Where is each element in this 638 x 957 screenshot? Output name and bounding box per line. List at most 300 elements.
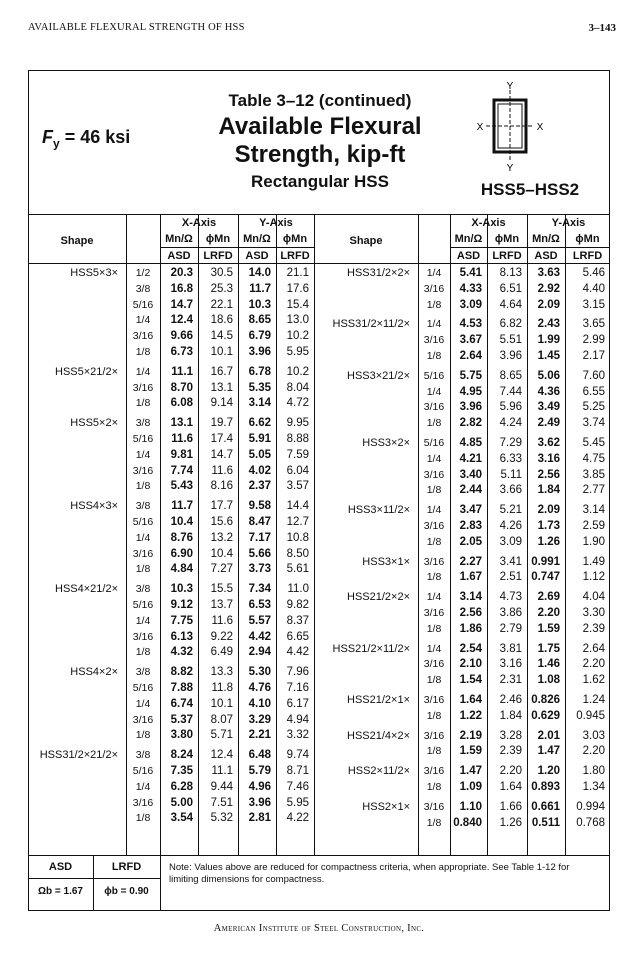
- cell-left-xl: 5.71: [210, 729, 233, 742]
- cell-left-xl: 6.49: [210, 646, 233, 659]
- cell-right-yl: 3.30: [582, 607, 605, 619]
- cell-right-yl: 3.85: [582, 468, 605, 481]
- cell-right-xl: 5.96: [499, 401, 522, 414]
- cell-right-xa: 2.19: [459, 729, 482, 742]
- cell-left-yl: 6.65: [286, 630, 309, 643]
- cell-right-ya: 3.16: [537, 452, 560, 465]
- method-header-left-xa: ASD: [167, 250, 191, 262]
- cell-right-ya: 1.45: [537, 350, 560, 362]
- cell-right-ya: 2.92: [537, 282, 560, 295]
- cell-right-xa: 4.85: [459, 437, 482, 449]
- shape-name-right: HSS2×11/2×: [347, 765, 410, 778]
- cell-left-yl: 9.95: [286, 417, 309, 430]
- cell-right-yl: 1.90: [582, 535, 605, 548]
- cell-right-ya: 3.62: [537, 437, 560, 449]
- cell-right-ya: 1.84: [537, 484, 560, 497]
- cell-right-ya: 1.59: [537, 622, 560, 635]
- cell-left-xl: 22.1: [210, 298, 233, 311]
- cell-right-xl: 3.28: [499, 729, 522, 742]
- cell-left-ya: 2.21: [248, 729, 271, 742]
- hss-axes-icon: [474, 80, 546, 172]
- cell-left-ya: 3.96: [248, 346, 271, 358]
- cell-right-xa: 1.09: [459, 781, 482, 793]
- table-subtitle: Rectangular HSS: [251, 172, 389, 191]
- cell-right-ya: 1.08: [537, 674, 560, 687]
- cell-right-ya: 2.09: [537, 504, 560, 517]
- cell-left-xl: 13.3: [210, 666, 233, 679]
- cell-left-xa: 14.7: [170, 298, 193, 311]
- cell-right-ya: 2.43: [537, 318, 560, 331]
- cell-left-xl: 10.1: [210, 697, 233, 710]
- shape-header-left: Shape: [60, 235, 94, 247]
- moment-header-left-ya: Mn/Ω: [243, 233, 271, 245]
- wall-thickness-left: 1/8: [135, 480, 151, 493]
- cell-right-xl: 8.65: [499, 369, 522, 382]
- wall-thickness-left: 3/16: [132, 330, 154, 343]
- cell-left-yl: 4.22: [286, 812, 309, 825]
- cell-left-ya: 7.17: [248, 531, 271, 544]
- cell-right-yl: 2.20: [582, 745, 605, 758]
- cell-right-xl: 1.84: [499, 709, 522, 722]
- cell-left-ya: 5.05: [248, 448, 271, 461]
- header-mid-rule: [160, 247, 314, 248]
- cell-left-yl: 7.59: [286, 448, 309, 461]
- cell-right-yl: 2.20: [582, 658, 605, 671]
- footer-lrfd-label: LRFD: [111, 861, 142, 873]
- shape-name-right: HSS3×1×: [362, 555, 410, 568]
- cell-left-yl: 9.82: [286, 599, 309, 611]
- cell-left-yl: 4.72: [286, 397, 309, 410]
- cell-left-xl: 17.7: [210, 500, 233, 513]
- wall-thickness-left: 3/16: [132, 713, 154, 726]
- cell-left-xl: 9.22: [210, 630, 233, 643]
- wall-thickness-left: 1/8: [135, 729, 151, 742]
- cell-left-xl: 10.1: [210, 346, 233, 358]
- cell-right-yl: 0.768: [576, 816, 605, 829]
- cell-right-xl: 1.66: [499, 800, 522, 813]
- cell-left-yl: 8.71: [286, 765, 309, 777]
- cell-right-yl: 3.65: [582, 318, 605, 331]
- cell-left-xl: 14.5: [210, 330, 233, 343]
- yield-stress-label: [42, 127, 130, 151]
- cell-left-xa: 6.74: [170, 697, 193, 710]
- cell-left-xl: 12.4: [210, 749, 233, 762]
- fy-value: = 46 ksi: [59, 127, 131, 147]
- cell-right-yl: 1.62: [582, 674, 605, 687]
- cell-left-yl: 10.8: [286, 531, 309, 544]
- cell-left-xl: 11.6: [211, 464, 233, 477]
- cell-right-xl: 1.26: [499, 816, 522, 829]
- cell-left-ya: 2.81: [248, 812, 271, 825]
- shape-name-right: HSS21/2×1×: [347, 694, 410, 706]
- wall-thickness-right: 3/16: [423, 607, 445, 619]
- wall-thickness-left: 1/4: [135, 780, 151, 793]
- cell-left-xa: 10.4: [170, 516, 193, 528]
- axis-x-left: X: [476, 122, 484, 133]
- wall-thickness-right: 1/4: [426, 504, 442, 517]
- cell-left-xa: 4.84: [170, 563, 193, 576]
- cell-left-xl: 15.5: [210, 583, 233, 596]
- cell-right-xa: 2.82: [459, 417, 482, 430]
- wall-thickness-right: 3/16: [423, 401, 445, 414]
- cell-left-yl: 7.96: [286, 666, 309, 679]
- wall-thickness-right: 3/16: [423, 520, 445, 532]
- shape-name-left: HSS4×21/2×: [55, 583, 118, 596]
- cell-right-xl: 3.96: [499, 350, 522, 362]
- cell-left-xa: 11.6: [171, 433, 193, 445]
- cell-left-ya: 7.34: [248, 583, 271, 596]
- cell-right-xl: 2.51: [499, 571, 522, 584]
- cell-left-xl: 7.51: [210, 796, 233, 809]
- cell-left-ya: 11.7: [249, 282, 271, 295]
- wall-thickness-left: 3/16: [132, 464, 154, 477]
- cell-right-xa: 2.64: [459, 350, 482, 362]
- moment-header-right-yl: ϕMn: [575, 233, 600, 245]
- wall-thickness-left: 1/8: [135, 397, 151, 410]
- wall-thickness-left: 3/16: [132, 796, 154, 809]
- wall-thickness-right: 3/16: [423, 334, 445, 347]
- cell-right-xl: 2.20: [499, 765, 522, 778]
- cell-right-yl: 3.74: [582, 417, 605, 430]
- shape-name-right: HSS21/2×2×: [347, 591, 410, 604]
- cell-left-ya: 2.37: [248, 480, 271, 493]
- cell-right-ya: 0.991: [531, 555, 560, 568]
- cell-left-xl: 17.4: [210, 433, 233, 445]
- cell-left-ya: 2.94: [248, 646, 271, 659]
- cell-left-yl: 9.74: [286, 749, 309, 762]
- cell-right-xa: 1.22: [459, 709, 482, 722]
- moment-header-left-xa: Mn/Ω: [165, 233, 193, 245]
- cell-right-yl: 2.59: [582, 520, 605, 532]
- cell-left-yl: 8.37: [286, 614, 309, 627]
- wall-thickness-right: 1/4: [426, 642, 442, 655]
- cell-left-yl: 4.94: [286, 713, 309, 726]
- cell-left-ya: 4.02: [248, 464, 271, 477]
- cell-left-yl: 8.88: [286, 433, 309, 445]
- cell-right-yl: 2.99: [582, 334, 605, 347]
- cell-left-yl: 8.50: [286, 547, 309, 560]
- cell-right-xa: 4.21: [459, 452, 482, 465]
- table-number: Table 3–12 (continued): [228, 91, 412, 110]
- cell-left-xa: 6.73: [170, 346, 193, 358]
- cell-right-xa: 2.05: [459, 535, 482, 548]
- wall-thickness-left: 1/2: [135, 267, 151, 279]
- cell-left-xl: 30.5: [210, 267, 233, 279]
- cell-right-ya: 0.661: [531, 800, 560, 813]
- cell-right-xa: 1.54: [459, 674, 482, 687]
- cell-right-xl: 2.39: [499, 745, 522, 758]
- method-header-left-yl: LRFD: [280, 250, 310, 262]
- cell-left-xa: 11.7: [171, 500, 193, 513]
- column-divider: [314, 214, 315, 855]
- cell-right-xl: 6.33: [499, 452, 522, 465]
- table-footer: [28, 855, 610, 911]
- cell-left-xl: 8.07: [210, 713, 233, 726]
- cell-right-xa: 5.41: [459, 267, 482, 279]
- axis-y-top: Y: [506, 81, 514, 92]
- cell-right-ya: 5.06: [537, 369, 560, 382]
- cell-left-ya: 4.96: [248, 780, 271, 793]
- cell-left-yl: 17.6: [286, 282, 309, 295]
- cell-left-xa: 5.00: [170, 796, 193, 809]
- wall-thickness-left: 1/8: [135, 812, 151, 825]
- cell-left-xa: 16.8: [170, 282, 193, 295]
- cell-left-ya: 4.42: [248, 630, 271, 643]
- wall-thickness-right: 1/8: [426, 535, 442, 548]
- cell-left-xa: 8.24: [170, 749, 193, 762]
- wall-thickness-left: 3/8: [135, 749, 151, 762]
- cell-right-xl: 5.51: [499, 334, 522, 347]
- cell-right-yl: 3.15: [582, 298, 605, 311]
- cell-right-ya: 0.511: [531, 816, 560, 829]
- cell-left-xl: 11.6: [211, 614, 233, 627]
- cell-left-xa: 12.4: [170, 314, 193, 327]
- cell-right-ya: 3.49: [537, 401, 560, 414]
- cell-right-xa: 4.95: [459, 385, 482, 398]
- cell-right-xa: 2.56: [459, 607, 482, 619]
- cell-left-yl: 4.42: [286, 646, 309, 659]
- compactness-note: Note: Values above are reduced for compactness criteria, when appropriate. See Table 1-12 for limiting dimensions for compactness.: [169, 862, 570, 885]
- cell-right-yl: 5.46: [582, 267, 605, 279]
- y-axis-header-right: Y-Axis: [551, 217, 586, 229]
- moment-header-right-ya: Mn/Ω: [532, 233, 560, 245]
- cell-left-ya: 8.65: [248, 314, 271, 327]
- wall-thickness-left: 3/8: [135, 666, 151, 679]
- cell-right-xl: 7.44: [499, 385, 522, 398]
- shape-name-right: HSS21/2×11/2×: [332, 642, 410, 655]
- cell-left-yl: 8.04: [286, 381, 309, 394]
- wall-thickness-left: 3/16: [132, 547, 154, 560]
- shape-name-left: HSS5×2×: [70, 417, 118, 430]
- wall-thickness-right: 3/16: [423, 729, 445, 742]
- cell-right-ya: 1.46: [537, 658, 560, 671]
- wall-thickness-left: 3/8: [135, 417, 151, 430]
- x-axis-header-left: X-Axis: [181, 217, 217, 229]
- cell-right-xl: 5.11: [500, 468, 522, 481]
- cell-left-xa: 7.88: [170, 682, 193, 694]
- shape-name-left: HSS31/2×21/2×: [39, 749, 118, 762]
- x-axis-header-right: X-Axis: [471, 217, 506, 229]
- shape-header-right: Shape: [349, 235, 383, 247]
- cell-right-xl: 3.66: [499, 484, 522, 497]
- cell-right-xa: 3.40: [459, 468, 482, 481]
- wall-thickness-right: 1/8: [426, 709, 442, 722]
- cell-right-ya: 2.69: [537, 591, 560, 604]
- title-line-2: Strength, kip-ft: [234, 141, 406, 168]
- cell-left-xl: 9.14: [210, 397, 233, 410]
- wall-thickness-left: 1/4: [135, 365, 151, 378]
- shape-name-left: HSS4×3×: [70, 500, 118, 513]
- wall-thickness-left: 1/8: [135, 646, 151, 659]
- wall-thickness-left: 1/4: [135, 531, 151, 544]
- cell-right-xa: 3.47: [459, 504, 482, 517]
- cell-right-ya: 2.49: [537, 417, 560, 430]
- cell-left-ya: 5.66: [248, 547, 271, 560]
- cell-right-xl: 3.86: [499, 607, 522, 619]
- wall-thickness-right: 3/16: [423, 694, 445, 706]
- phi-b-value: ϕb = 0.90: [104, 886, 149, 897]
- cell-left-ya: 6.79: [248, 330, 271, 343]
- wall-thickness-right: 3/16: [423, 765, 445, 778]
- cell-right-yl: 1.12: [582, 571, 605, 584]
- cell-right-yl: 1.34: [582, 781, 605, 793]
- cell-right-yl: 4.04: [582, 591, 605, 604]
- cell-right-ya: 0.747: [531, 571, 560, 584]
- shape-name-right: HSS3×2×: [362, 437, 410, 449]
- wall-thickness-right: 1/8: [426, 781, 442, 793]
- y-axis-header-left: Y-Axis: [259, 217, 293, 229]
- cell-right-xl: 4.24: [499, 417, 522, 430]
- cell-right-ya: 1.20: [537, 765, 560, 778]
- wall-thickness-right: 1/8: [426, 571, 442, 584]
- cell-right-ya: 1.75: [537, 642, 560, 655]
- cell-left-yl: 6.17: [286, 697, 309, 710]
- cell-right-xl: 3.81: [499, 642, 522, 655]
- cell-left-yl: 3.57: [286, 480, 309, 493]
- wall-thickness-right: 1/8: [426, 484, 442, 497]
- cell-left-xl: 16.7: [210, 365, 233, 378]
- shape-name-left: HSS5×3×: [70, 267, 118, 279]
- cell-left-xa: 8.76: [170, 531, 193, 544]
- cell-left-xl: 25.3: [210, 282, 233, 295]
- cell-right-xl: 4.26: [499, 520, 522, 532]
- method-header-right-xl: LRFD: [492, 250, 522, 262]
- cell-right-yl: 1.49: [582, 555, 605, 568]
- cell-left-ya: 5.91: [248, 433, 271, 445]
- wall-thickness-right: 1/4: [426, 318, 442, 331]
- wall-thickness-right: 1/8: [426, 745, 442, 758]
- cell-left-yl: 13.0: [286, 314, 309, 327]
- cell-left-yl: 3.32: [286, 729, 309, 742]
- cell-left-xl: 9.44: [210, 780, 233, 793]
- cell-left-ya: 3.96: [248, 796, 271, 809]
- cell-left-xa: 8.82: [170, 666, 193, 679]
- wall-thickness-left: 5/16: [132, 682, 154, 694]
- wall-thickness-left: 1/8: [135, 346, 151, 358]
- cell-left-ya: 3.14: [248, 397, 271, 410]
- cell-right-xl: 4.73: [499, 591, 522, 604]
- cell-left-xa: 8.70: [170, 381, 193, 394]
- wall-thickness-left: 5/16: [132, 298, 154, 311]
- shape-name-right: HSS3×21/2×: [347, 369, 410, 382]
- axis-y-bottom: Y: [506, 163, 514, 172]
- cell-left-xa: 3.54: [170, 812, 193, 825]
- cell-right-yl: 4.75: [582, 452, 605, 465]
- cell-left-ya: 6.78: [248, 365, 271, 378]
- cell-left-xl: 8.16: [210, 480, 233, 493]
- cell-right-xa: 2.27: [459, 555, 482, 568]
- shape-name-right: HSS3×11/2×: [347, 504, 410, 517]
- cell-right-xa: 1.47: [459, 765, 482, 778]
- cell-right-xa: 3.09: [459, 298, 482, 311]
- fy-symbol: F: [42, 127, 53, 147]
- cell-left-xa: 9.66: [170, 330, 193, 343]
- cell-right-xl: 5.21: [499, 504, 522, 517]
- cell-right-xa: 4.33: [459, 282, 482, 295]
- wall-thickness-right: 3/16: [423, 658, 445, 671]
- hss-section-diagram: [474, 80, 546, 172]
- size-range: HSS5–HSS2: [480, 180, 580, 199]
- title-line-1: Available Flexural: [218, 113, 422, 140]
- method-header-right-xa: ASD: [456, 250, 481, 262]
- cell-right-yl: 2.17: [582, 350, 605, 362]
- wall-thickness-right: 1/8: [426, 298, 442, 311]
- cell-right-yl: 0.994: [576, 800, 605, 813]
- wall-thickness-left: 3/16: [132, 630, 154, 643]
- cell-right-yl: 3.03: [582, 729, 605, 742]
- shape-name-right: HSS31/2×11/2×: [332, 318, 410, 331]
- cell-right-ya: 0.826: [531, 694, 560, 706]
- cell-right-xl: 6.51: [499, 282, 522, 295]
- cell-right-xl: 2.79: [499, 622, 522, 635]
- publisher-footer: American Institute of Steel Construction, Inc.: [213, 923, 425, 934]
- cell-left-ya: 3.73: [248, 563, 271, 576]
- cell-left-xa: 10.3: [170, 583, 193, 596]
- method-header-right-ya: ASD: [534, 250, 558, 262]
- cell-right-ya: 0.629: [531, 709, 560, 722]
- wall-thickness-left: 3/8: [135, 500, 151, 513]
- cell-right-ya: 0.893: [531, 781, 560, 793]
- wall-thickness-right: 1/4: [426, 385, 442, 398]
- cell-left-xl: 11.1: [211, 765, 233, 777]
- axis-x-right: X: [536, 122, 544, 133]
- cell-left-xl: 19.7: [210, 417, 233, 430]
- omega-b-value: Ωb = 1.67: [38, 886, 83, 897]
- cell-left-ya: 14.0: [248, 267, 271, 279]
- cell-left-ya: 4.76: [248, 682, 271, 694]
- cell-right-ya: 2.09: [537, 298, 560, 311]
- wall-thickness-right: 1/8: [426, 816, 442, 829]
- wall-thickness-left: 1/4: [135, 697, 151, 710]
- wall-thickness-right: 1/8: [426, 622, 442, 635]
- cell-right-yl: 2.64: [582, 642, 605, 655]
- cell-left-xl: 18.6: [210, 314, 233, 327]
- cell-right-xl: 1.64: [499, 781, 522, 793]
- cell-right-xa: 1.64: [459, 694, 482, 706]
- cell-left-xa: 9.81: [170, 448, 193, 461]
- cell-left-ya: 10.3: [248, 298, 271, 311]
- cell-right-ya: 2.20: [537, 607, 560, 619]
- wall-thickness-left: 1/8: [135, 563, 151, 576]
- cell-right-xa: 1.86: [459, 622, 482, 635]
- cell-left-ya: 5.35: [248, 381, 271, 394]
- wall-thickness-left: 5/16: [132, 516, 154, 528]
- cell-right-xl: 3.41: [499, 555, 522, 568]
- cell-right-xl: 2.46: [499, 694, 522, 706]
- cell-right-yl: 5.45: [582, 437, 605, 449]
- method-header-left-xl: LRFD: [203, 250, 233, 262]
- cell-left-ya: 5.57: [248, 614, 271, 627]
- cell-right-ya: 1.99: [537, 334, 560, 347]
- wall-thickness-right: 1/8: [426, 674, 442, 687]
- wall-thickness-right: 1/8: [426, 417, 442, 430]
- wall-thickness-right: 1/8: [426, 350, 442, 362]
- moment-header-right-xl: ϕMn: [494, 233, 520, 245]
- cell-right-xl: 3.09: [499, 535, 522, 548]
- cell-left-xa: 7.75: [170, 614, 193, 627]
- wall-thickness-right: 3/16: [423, 800, 445, 813]
- cell-right-xl: 8.13: [499, 267, 522, 279]
- cell-right-ya: 1.26: [537, 535, 560, 548]
- cell-right-yl: 5.25: [582, 401, 605, 414]
- cell-left-yl: 10.2: [286, 365, 309, 378]
- cell-left-xa: 6.90: [170, 547, 193, 560]
- cell-left-xl: 15.6: [210, 516, 233, 528]
- cell-right-xl: 2.31: [499, 674, 522, 687]
- wall-thickness-left: 5/16: [132, 599, 154, 611]
- cell-right-ya: 1.47: [537, 745, 560, 758]
- cell-left-yl: 15.4: [286, 298, 309, 311]
